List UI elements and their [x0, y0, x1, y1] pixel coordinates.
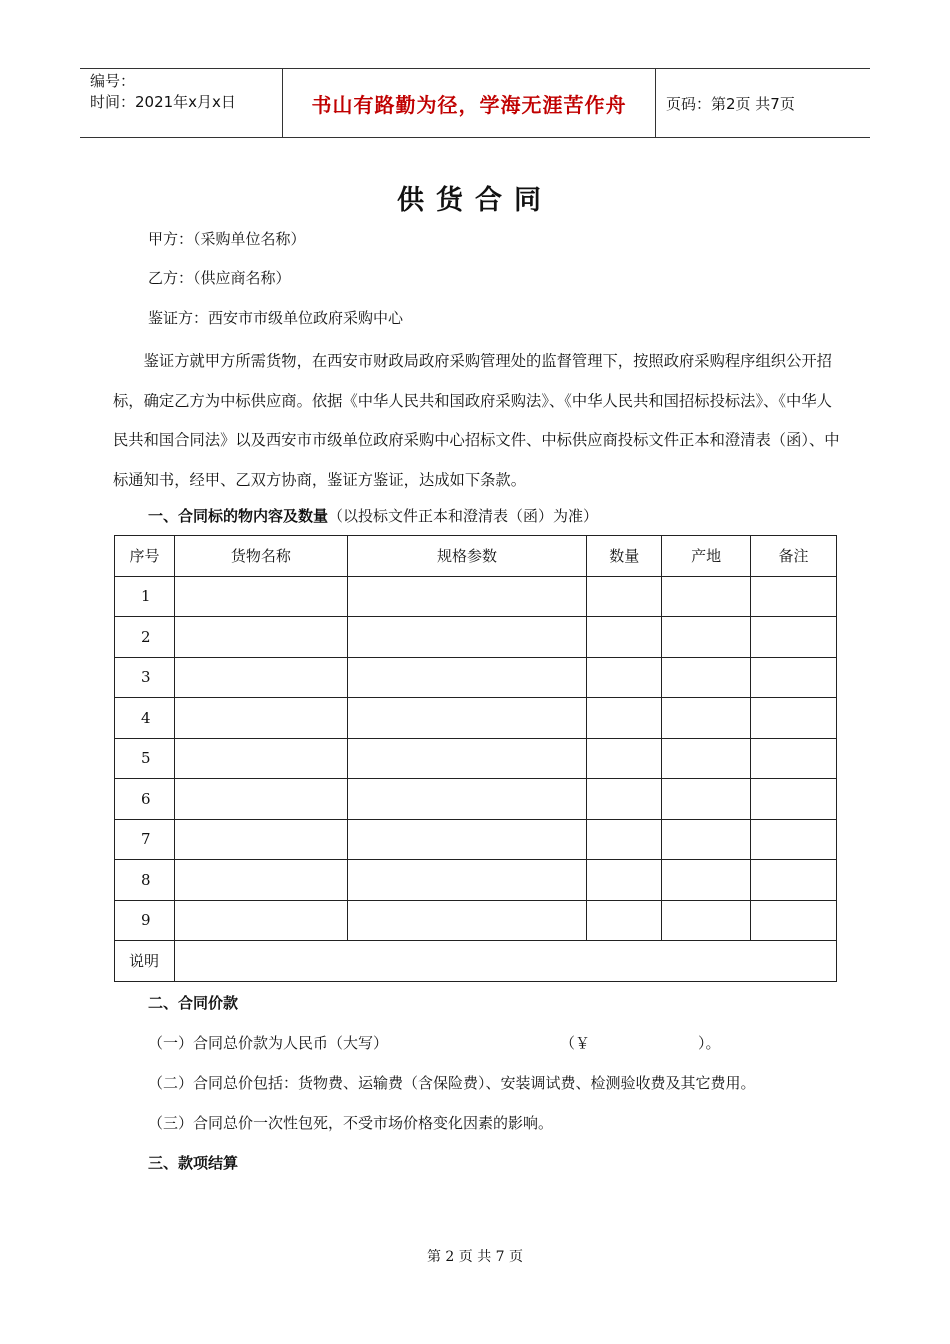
row-seq: 4	[115, 698, 175, 739]
row-remark-cell[interactable]	[751, 576, 837, 617]
row-remark-cell[interactable]	[751, 900, 837, 941]
table-header-seq: 序号	[115, 536, 175, 577]
row-quantity-cell[interactable]	[587, 860, 662, 901]
verifier: 鉴证方：西安市市级单位政府采购中心	[148, 309, 404, 327]
table-header-quantity: 数量	[587, 536, 662, 577]
row-origin-cell[interactable]	[662, 657, 751, 698]
table-header-goods-name: 货物名称	[174, 536, 347, 577]
row-spec-cell[interactable]	[347, 819, 587, 860]
section-2-item-2: （二）合同总价包括：货物费、运输费（含保险费）、安装调试费、检测验收费及其它费用。	[148, 1074, 756, 1092]
row-origin-cell[interactable]	[662, 900, 751, 941]
table-row	[115, 779, 837, 820]
row-seq: 7	[115, 819, 175, 860]
row-origin-cell[interactable]	[662, 738, 751, 779]
row-goods-name-cell[interactable]	[174, 617, 347, 658]
row-seq: 9	[115, 900, 175, 941]
row-quantity-cell[interactable]	[587, 738, 662, 779]
page-footer: 第 2 页 共 7 页	[426, 1249, 524, 1265]
section-1-heading	[148, 505, 598, 526]
row-remark-cell[interactable]	[751, 819, 837, 860]
row-seq: 6	[115, 779, 175, 820]
row-seq: 5	[115, 738, 175, 779]
table-row	[115, 617, 837, 658]
row-spec-cell[interactable]	[347, 779, 587, 820]
party-a: 甲方：（采购单位名称）	[148, 230, 306, 248]
row-goods-name-cell[interactable]	[174, 819, 347, 860]
page-header	[80, 68, 870, 138]
table-row	[115, 657, 837, 698]
row-remark-cell[interactable]	[751, 657, 837, 698]
price-suffix: ）。	[698, 1034, 721, 1052]
header-page-label: 页码：第2页 共7页	[666, 94, 795, 113]
row-quantity-cell[interactable]	[587, 576, 662, 617]
section-3-title: 三、款项结算	[148, 1154, 239, 1172]
row-goods-name-cell[interactable]	[174, 738, 347, 779]
row-spec-cell[interactable]	[347, 576, 587, 617]
row-origin-cell[interactable]	[662, 698, 751, 739]
row-seq: 8	[115, 860, 175, 901]
row-remark-cell[interactable]	[751, 860, 837, 901]
goods-table	[114, 535, 837, 982]
section-2-item-1	[148, 1032, 721, 1053]
table-note-row	[115, 941, 837, 982]
row-quantity-cell[interactable]	[587, 779, 662, 820]
section-1-note: （以投标文件正本和澄清表（函）为准）	[328, 507, 599, 525]
table-header-spec: 规格参数	[347, 536, 587, 577]
row-quantity-cell[interactable]	[587, 819, 662, 860]
row-spec-cell[interactable]	[347, 738, 587, 779]
header-motto: 书山有路勤为径，学海无涯苦作舟	[282, 69, 656, 137]
row-seq: 3	[115, 657, 175, 698]
row-remark-cell[interactable]	[751, 738, 837, 779]
table-header-remark: 备注	[751, 536, 837, 577]
table-row	[115, 819, 837, 860]
row-quantity-cell[interactable]	[587, 617, 662, 658]
table-row	[115, 576, 837, 617]
row-quantity-cell[interactable]	[587, 900, 662, 941]
row-remark-cell[interactable]	[751, 779, 837, 820]
row-spec-cell[interactable]	[347, 900, 587, 941]
table-row	[115, 698, 837, 739]
table-header-origin: 产地	[662, 536, 751, 577]
section-1-title: 一、合同标的物内容及数量	[148, 507, 329, 525]
party-b: 乙方：（供应商名称）	[148, 269, 291, 287]
row-spec-cell[interactable]	[347, 860, 587, 901]
price-currency-label: （￥	[560, 1034, 591, 1052]
document-time-label: 时间：2021年x月x日	[90, 93, 236, 111]
row-spec-cell[interactable]	[347, 698, 587, 739]
row-quantity-cell[interactable]	[587, 698, 662, 739]
section-2-title: 二、合同价款	[148, 994, 239, 1012]
row-quantity-cell[interactable]	[587, 657, 662, 698]
row-origin-cell[interactable]	[662, 779, 751, 820]
row-remark-cell[interactable]	[751, 698, 837, 739]
table-row	[115, 738, 837, 779]
table-row	[115, 900, 837, 941]
row-origin-cell[interactable]	[662, 860, 751, 901]
intro-text: 鉴证方就甲方所需货物，在西安市财政局政府采购管理处的监督管理下，按照政府采购程序组织公开招标，确定乙方为中标供应商。依据《中华人民共和国政府采购法》、《中华人民共和国招标投标法》、《中华人民共和国合同法》以及西安市市级单位政府采购中心招标文件、中标供应商投标文件正本和澄清表（函）、中标通知书，经甲、乙双方协商，鉴证方鉴证，达成如下条款。	[113, 352, 840, 489]
row-goods-name-cell[interactable]	[174, 576, 347, 617]
table-note-cell[interactable]	[174, 941, 836, 982]
table-header-row	[115, 536, 837, 577]
row-seq: 1	[115, 576, 175, 617]
table-row	[115, 860, 837, 901]
row-spec-cell[interactable]	[347, 617, 587, 658]
row-remark-cell[interactable]	[751, 617, 837, 658]
row-goods-name-cell[interactable]	[174, 698, 347, 739]
header-meta	[90, 71, 280, 113]
document-title: 供货合同	[397, 185, 553, 216]
section-2-heading	[148, 992, 238, 1013]
row-goods-name-cell[interactable]	[174, 657, 347, 698]
row-origin-cell[interactable]	[662, 576, 751, 617]
row-goods-name-cell[interactable]	[174, 900, 347, 941]
row-goods-name-cell[interactable]	[174, 779, 347, 820]
price-capital-label: （一）合同总价款为人民币（大写）	[148, 1034, 389, 1052]
section-3-heading	[148, 1152, 238, 1173]
row-spec-cell[interactable]	[347, 657, 587, 698]
row-goods-name-cell[interactable]	[174, 860, 347, 901]
intro-paragraph	[113, 342, 843, 500]
row-seq: 2	[115, 617, 175, 658]
row-origin-cell[interactable]	[662, 819, 751, 860]
section-2-item-3: （三）合同总价一次性包死，不受市场价格变化因素的影响。	[148, 1114, 554, 1132]
row-origin-cell[interactable]	[662, 617, 751, 658]
document-number-label: 编号：	[90, 72, 136, 90]
table-note-label: 说明	[115, 941, 175, 982]
